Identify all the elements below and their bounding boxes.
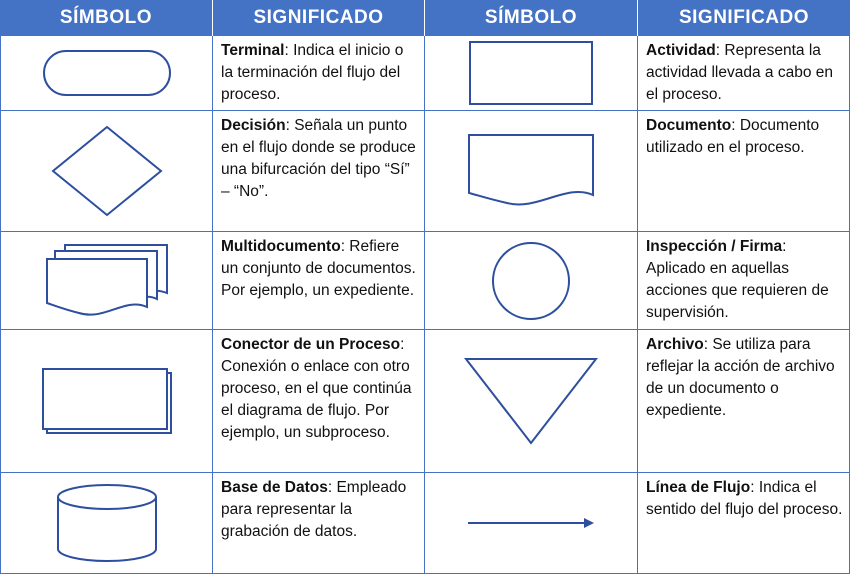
symbol-cell [425, 473, 638, 574]
meaning-title: Documento [646, 117, 732, 134]
process-connector-icon [41, 367, 173, 435]
symbol-cell [425, 36, 638, 111]
meaning-text: : Indica el inicio o la terminación del flujo del proceso. [221, 42, 404, 103]
archive-icon [464, 357, 598, 445]
symbol-cell [0, 36, 213, 111]
decision-icon [51, 125, 163, 217]
inspection-icon [490, 240, 572, 322]
meaning-title: Terminal [221, 42, 285, 59]
meaning-text: : Se utiliza para reflejar la acción de archivo de un documento o expediente. [646, 336, 835, 419]
meaning-title: Base de Datos [221, 479, 328, 496]
activity-icon [468, 40, 594, 106]
header-meaning-right: SIGNIFICADO [638, 0, 850, 36]
symbol-cell [0, 330, 213, 473]
meaning-cell [213, 330, 425, 473]
flow-line-icon [466, 516, 596, 530]
meaning-text: : Indica el sentido del flujo del proceso. [646, 479, 843, 518]
symbol-cell [425, 111, 638, 232]
meaning-title: Decisión [221, 117, 286, 134]
meaning-title: Actividad [646, 42, 716, 59]
meaning-cell [213, 111, 425, 232]
header-symbol-left: SÍMBOLO [0, 0, 213, 36]
meaning-title: Multidocumento [221, 238, 341, 255]
meaning-text: : Aplicado en aquellas acciones que requieren de supervisión. [646, 238, 829, 321]
meaning-title: Conector de un Proceso [221, 336, 401, 353]
meaning-text: : Señala un punto en el flujo donde se produce una bifurcación del tipo “Sí” – “No”. [221, 117, 416, 200]
symbol-cell [0, 232, 213, 330]
meaning-cell [213, 36, 425, 111]
meaning-cell [638, 36, 850, 111]
meaning-cell [638, 111, 850, 232]
header-symbol-right: SÍMBOLO [425, 0, 638, 36]
header-meaning-left: SIGNIFICADO [213, 0, 425, 36]
meaning-text: : Conexión o enlace con otro proceso, en el que continúa el diagrama de flujo. Por ejemplo, un subproceso. [221, 336, 412, 441]
meaning-cell [638, 473, 850, 574]
symbol-cell [425, 232, 638, 330]
symbol-cell [425, 330, 638, 473]
meaning-text: : Representa la actividad llevada a cabo en el proceso. [646, 42, 833, 103]
meaning-text: : Empleado para representar la grabación de datos. [221, 479, 407, 540]
meaning-cell [213, 232, 425, 330]
multidocument-icon [45, 243, 169, 319]
database-icon [56, 483, 158, 563]
meaning-text: : Documento utilizado en el proceso. [646, 117, 820, 156]
document-icon [467, 133, 595, 209]
symbol-cell [0, 473, 213, 574]
meaning-cell [638, 330, 850, 473]
meaning-text: : Refiere un conjunto de documentos. Por ejemplo, un expediente. [221, 238, 416, 299]
meaning-title: Línea de Flujo [646, 479, 751, 496]
meaning-cell [638, 232, 850, 330]
terminal-icon [42, 49, 172, 97]
symbol-cell [0, 111, 213, 232]
meaning-cell [213, 473, 425, 574]
meaning-title: Inspección / Firma [646, 238, 783, 255]
meaning-title: Archivo [646, 336, 704, 353]
